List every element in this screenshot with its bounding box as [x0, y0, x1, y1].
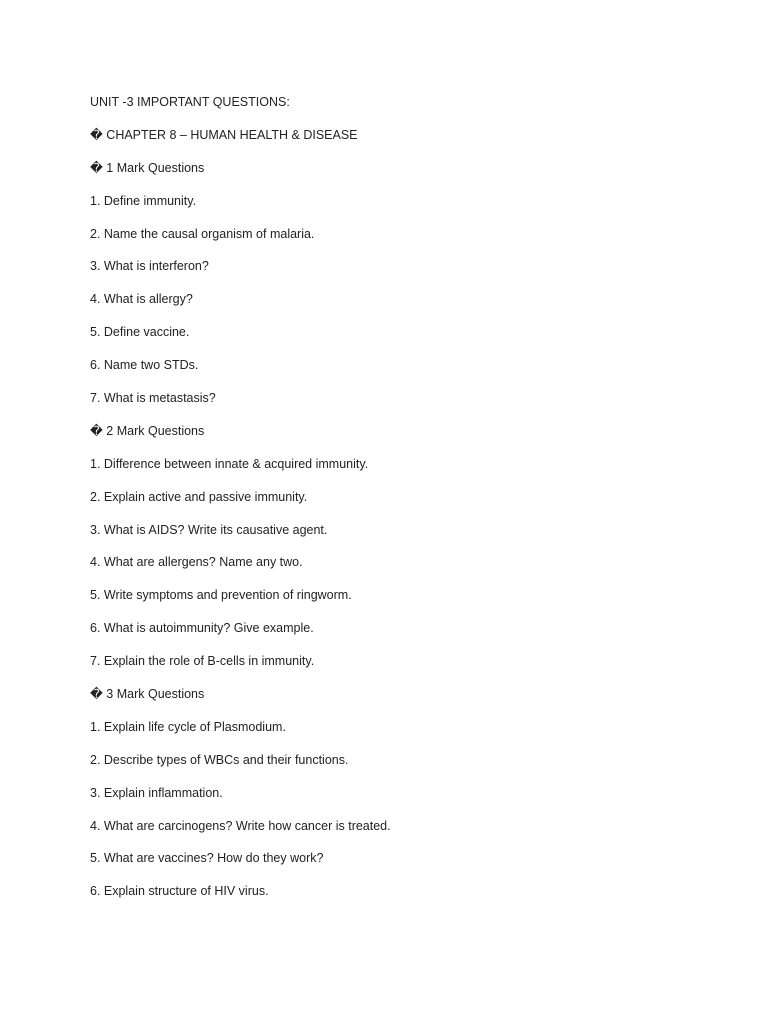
question-item: 3. What is interferon?: [90, 259, 209, 274]
question-item: 1. Explain life cycle of Plasmodium.: [90, 719, 286, 734]
question-item: 7. What is metastasis?: [90, 391, 216, 406]
question-item: 3. Explain inflammation.: [90, 785, 223, 800]
question-item: 6. Explain structure of HIV virus.: [90, 884, 269, 899]
question-item: 2. Explain active and passive immunity.: [90, 489, 308, 504]
question-item: 4. What are carcinogens? Write how cancer is treated.: [90, 818, 391, 833]
question-item: 1. Difference between innate & acquired immunity.: [90, 456, 369, 471]
question-item: 1. Define immunity.: [90, 193, 197, 208]
section-heading-2-mark: � 2 Mark Questions: [90, 423, 205, 438]
question-item: 5. What are vaccines? How do they work?: [90, 851, 324, 866]
section-heading-3-mark: � 3 Mark Questions: [90, 687, 205, 702]
question-item: 6. Name two STDs.: [90, 358, 199, 373]
document-body: [90, 94, 710, 916]
question-item: 7. Explain the role of B-cells in immunity.: [90, 654, 315, 669]
question-item: 3. What is AIDS? Write its causative agent.: [90, 522, 328, 537]
question-item: 2. Describe types of WBCs and their functions.: [90, 752, 349, 767]
question-item: 5. Define vaccine.: [90, 325, 190, 340]
question-item: 6. What is autoimmunity? Give example.: [90, 621, 314, 636]
question-item: 4. What are allergens? Name any two.: [90, 555, 303, 570]
question-item: 5. Write symptoms and prevention of ringworm.: [90, 588, 352, 603]
section-heading-1-mark: � 1 Mark Questions: [90, 160, 205, 175]
chapter-heading: � CHAPTER 8 – HUMAN HEALTH & DISEASE: [90, 127, 358, 142]
unit-heading: UNIT -3 IMPORTANT QUESTIONS:: [90, 95, 290, 109]
question-item: 4. What is allergy?: [90, 292, 193, 307]
question-item: 2. Name the causal organism of malaria.: [90, 226, 315, 241]
